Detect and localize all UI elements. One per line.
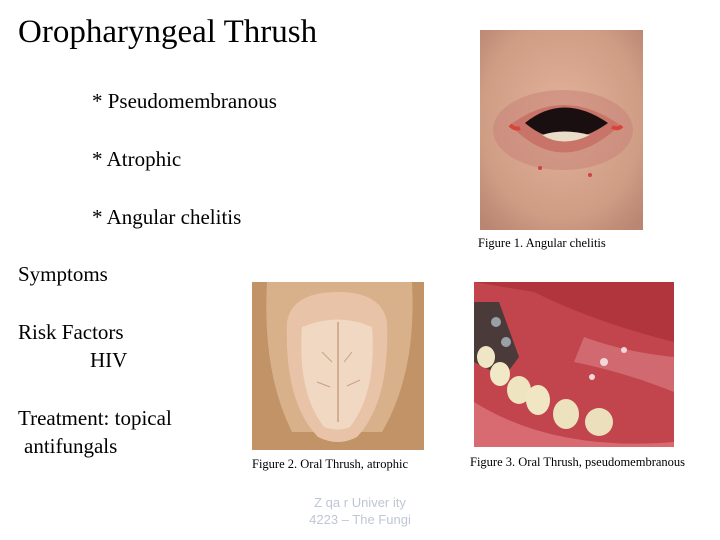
footer-university: Z qa r Univer ity bbox=[314, 495, 406, 510]
figure-3-caption: Figure 3. Oral Thrush, pseudomembranous bbox=[470, 455, 686, 469]
bullet-angular-chelitis: * Angular chelitis bbox=[92, 205, 242, 229]
bullet-atrophic: * Atrophic bbox=[92, 147, 182, 171]
risk-factors-heading: Risk Factors bbox=[18, 320, 124, 344]
bullet-pseudomembranous: * Pseudomembranous bbox=[92, 89, 277, 113]
slide-title: Oropharyngeal Thrush bbox=[18, 14, 318, 50]
risk-factor-hiv: HIV bbox=[90, 348, 128, 372]
figure-2-caption: Figure 2. Oral Thrush, atrophic bbox=[252, 457, 408, 471]
lips-photo-icon bbox=[480, 30, 643, 230]
treatment-line-2: antifungals bbox=[24, 434, 118, 458]
symptoms-heading: Symptoms bbox=[18, 262, 108, 286]
figure-1-caption: Figure 1. Angular chelitis bbox=[478, 236, 606, 250]
gums-teeth-photo-icon bbox=[474, 282, 674, 447]
footer-course: 4223 – The Fungi bbox=[309, 512, 411, 527]
tongue-photo-icon bbox=[252, 282, 424, 450]
treatment-line-1: Treatment: topical bbox=[18, 406, 172, 430]
